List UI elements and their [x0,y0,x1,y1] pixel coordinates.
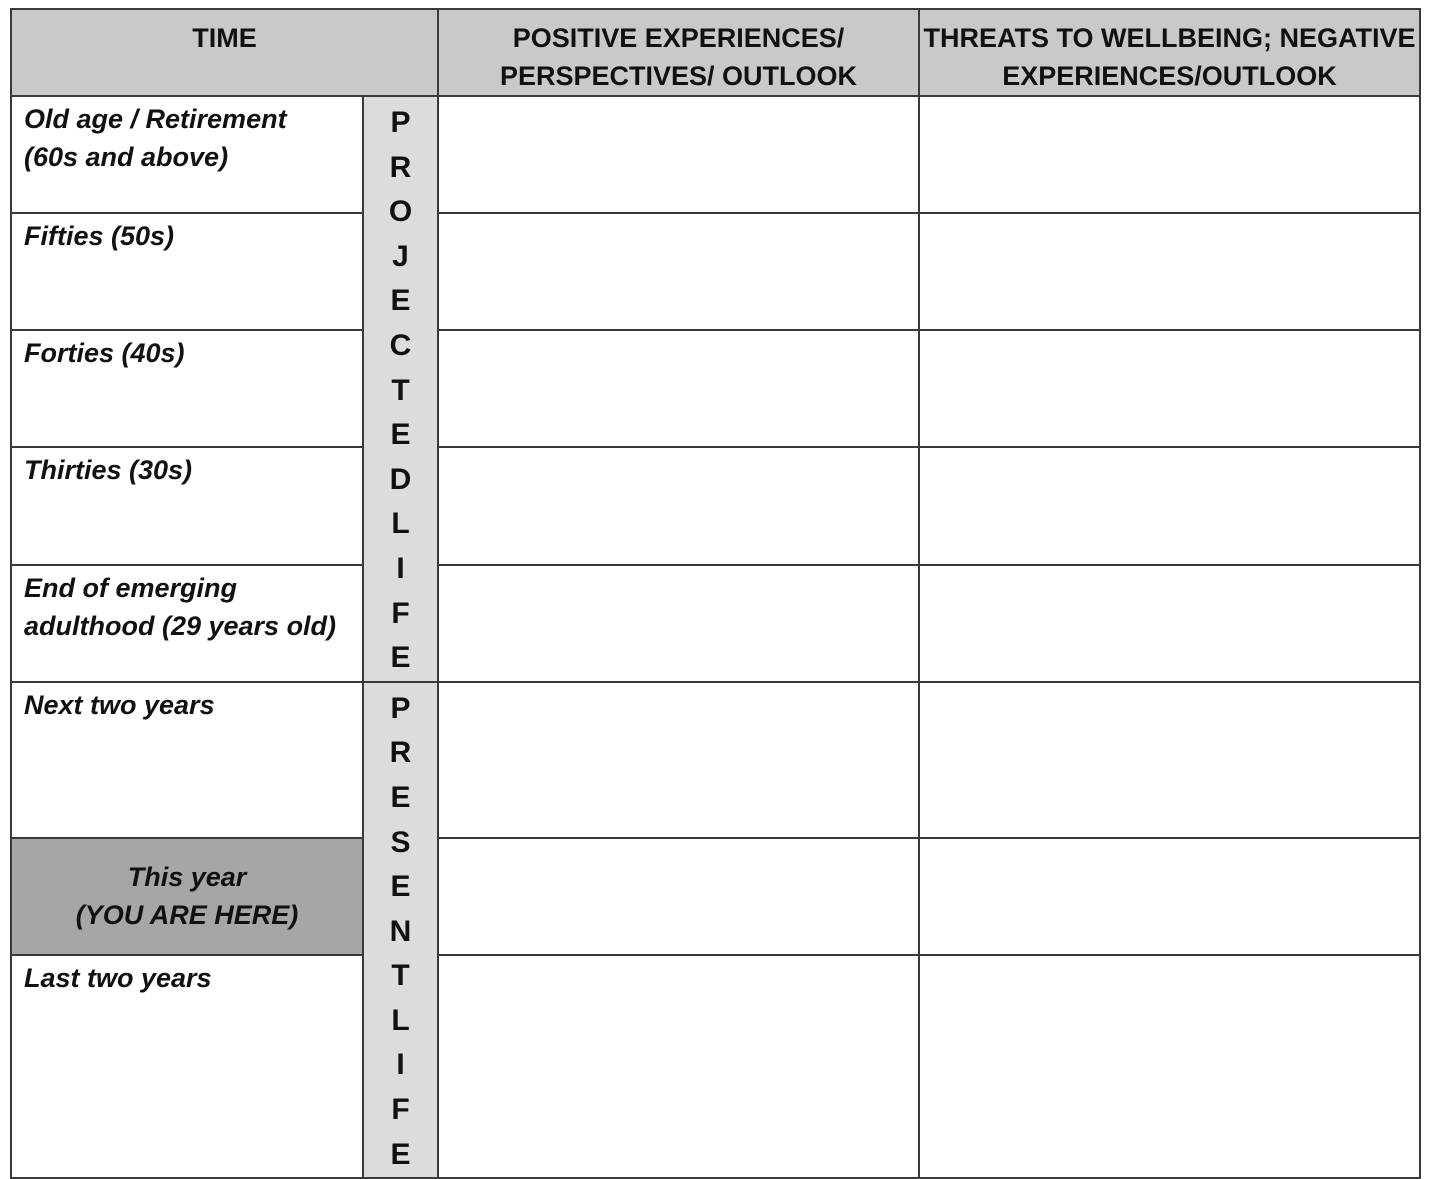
positive-cell-old-age[interactable] [438,96,919,213]
threats-cell-next-two-years[interactable] [919,682,1420,838]
threats-cell-this-year[interactable] [919,838,1420,955]
positive-cell-last-two-years[interactable] [438,955,919,1179]
threats-cell-forties[interactable] [919,330,1420,447]
time-row-last-two-years: Last two years [11,955,363,1179]
time-row-forties: Forties (40s) [11,330,363,447]
threats-header-line1: THREATS TO WELLBEING; NEGATIVE [923,23,1416,53]
positive-cell-fifties[interactable] [438,213,919,330]
threats-cell-fifties[interactable] [919,213,1420,330]
positive-cell-next-two-years[interactable] [438,682,919,838]
positive-experiences-header [438,9,919,96]
positive-cell-this-year[interactable] [438,838,919,955]
time-row-this-year: This year (YOU ARE HERE) [11,838,363,955]
time-row-emerging-adulthood: End of emerging adulthood (29 years old) [11,565,363,682]
positive-header-line1: POSITIVE EXPERIENCES/ [512,23,845,53]
projected-life-label: P R O J E C T E D L I F E [363,96,438,682]
positive-cell-thirties[interactable] [438,447,919,564]
positive-header-line2: PERSPECTIVES/ OUTLOOK [499,61,858,91]
life-timeline-worksheet [10,8,1421,1179]
threats-cell-thirties[interactable] [919,447,1420,564]
time-row-next-two-years: Next two years [11,682,363,838]
positive-cell-emerging-adulthood[interactable] [438,565,919,682]
threats-cell-emerging-adulthood[interactable] [919,565,1420,682]
positive-cell-forties[interactable] [438,330,919,447]
threats-header-line2: EXPERIENCES/OUTLOOK [1002,61,1337,91]
time-row-thirties: Thirties (30s) [11,447,363,564]
threats-cell-last-two-years[interactable] [919,955,1420,1179]
threats-header [919,9,1420,96]
time-row-old-age: Old age / Retirement (60s and above) [11,96,363,213]
threats-cell-old-age[interactable] [919,96,1420,213]
time-header: TIME [11,9,438,96]
time-row-fifties: Fifties (50s) [11,213,363,330]
present-life-label: P R E S E N T L I F E [363,682,438,1179]
